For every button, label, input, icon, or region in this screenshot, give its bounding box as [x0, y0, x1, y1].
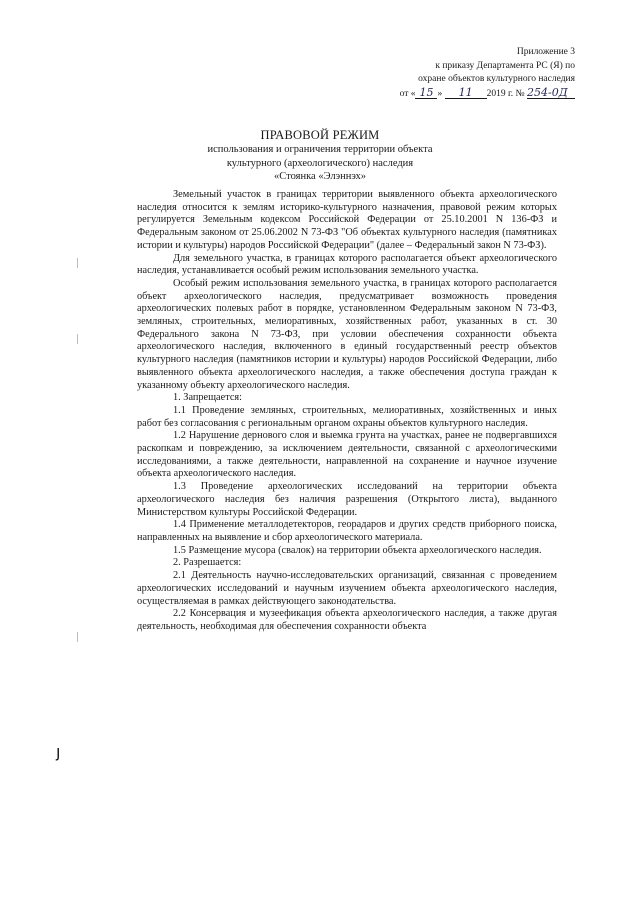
- appendix-line-2: к приказу Департамента РС (Я) по: [435, 60, 575, 71]
- date-mid: »: [437, 88, 443, 99]
- scan-mark: [77, 334, 78, 344]
- scan-mark: [77, 632, 78, 642]
- document-title: ПРАВОВОЙ РЕЖИМ: [260, 128, 380, 142]
- appendix-line-1: Приложение 3: [516, 47, 575, 57]
- clause-1-3: 1.3 Проведение археологических исследований на территории объекта археологического наследия без наличия разрешения (Открытого листа), выданного Министерством культуры Российской Федерации.: [137, 481, 557, 518]
- title-block: [150, 127, 490, 184]
- paragraph-regime-details: Особый режим использования земельного участка, в границах которого располагается объект археологического наследия, предусматривает возможность проведения археологических полевых работ в порядке, установленном Федеральным законом N 73-ФЗ, земляных, строительных, мелиоративных, хозяйственных работ, указанных в ст. 30 Федерального закона N 73-ФЗ, при условии обеспечения сохранности объекта археологического наследия, включенного в единый государственный реестр объектов культурного наследия (памятников истории и культуры) народов Российской Федерации, либо выявленного объекта археологического наследия, а также обеспечения доступа граждан к указанному объекту археологического наследия.: [137, 277, 557, 391]
- clause-2-2: 2.2 Консервация и музеефикация объекта археологического наследия, а также другая деятельность, необходимая для обеспечения сохранности объекта: [137, 608, 557, 632]
- clause-1-1: 1.1 Проведение земляных, строительных, мелиоративных, хозяйственных и иных работ без согласования с региональным органом охраны объектов культурного наследия.: [137, 404, 557, 429]
- title-line-4: «Стоянка «Элэннэх»: [274, 171, 366, 182]
- section-heading-permitted: 2. Разрешается:: [173, 557, 242, 569]
- scan-mark: [77, 258, 78, 268]
- appendix-header: [380, 46, 575, 101]
- title-line-3: культурного (археологического) наследия: [226, 157, 414, 169]
- appendix-line-3: охране объектов культурного наследия: [418, 74, 575, 84]
- clause-1-4: 1.4 Применение металлодетекторов, георадаров и других средств приборного поиска, направленных на выявление и сбор археологического материала.: [137, 519, 557, 543]
- handwritten-order-number: 254-0Д: [527, 87, 575, 99]
- paragraph-special-regime: Для земельного участка, в границах которого располагается объект археологического наследия, устанавливается особый режим использования земельного участка.: [137, 252, 557, 277]
- title-line-2: использования и ограничения территории объекта: [207, 144, 433, 155]
- clause-1-5: 1.5 Размещение мусора (свалок) на территории объекта археологического наследия.: [173, 544, 542, 556]
- section-heading-prohibited: 1. Запрещается:: [173, 392, 242, 404]
- handwritten-month: 11: [445, 87, 487, 99]
- clause-1-2: 1.2 Нарушение дернового слоя и выемка грунта на участках, ранее не подвергавшихся раскопкам и повреждению, за исключением деятельности, связанной с археологическими исследованиями, а также деятельности, направленной на сохранение и научное изучение объекта археологического наследия.: [137, 430, 557, 480]
- stray-pen-mark: ȷ: [56, 742, 61, 761]
- handwritten-day: 15: [415, 87, 437, 99]
- year-text: 2019 г. №: [486, 88, 525, 99]
- date-prefix: от «: [399, 88, 416, 99]
- appendix-date-line: [380, 87, 575, 102]
- document-body: [137, 189, 557, 634]
- clause-2-1: 2.1 Деятельность научно-исследовательских организаций, связанная с проведением археологических исследований и научным изучением объекта археологического наследия, осуществляемая в рамках действующего законодательства.: [137, 570, 557, 607]
- paragraph-intro: Земельный участок в границах территории выявленного объекта археологического наследия относится к землям историко-культурного назначения, правовой режим которых регулируется Земельным кодексом Российской Федерации от 25.10.2001 N 136-ФЗ и Федеральным законом от 25.06.2002 N 73-ФЗ "Об объектах культурного наследия (памятниках истории и культуры) народов Российской Федерации" (далее – Федеральный закон N 73-ФЗ).: [137, 189, 557, 251]
